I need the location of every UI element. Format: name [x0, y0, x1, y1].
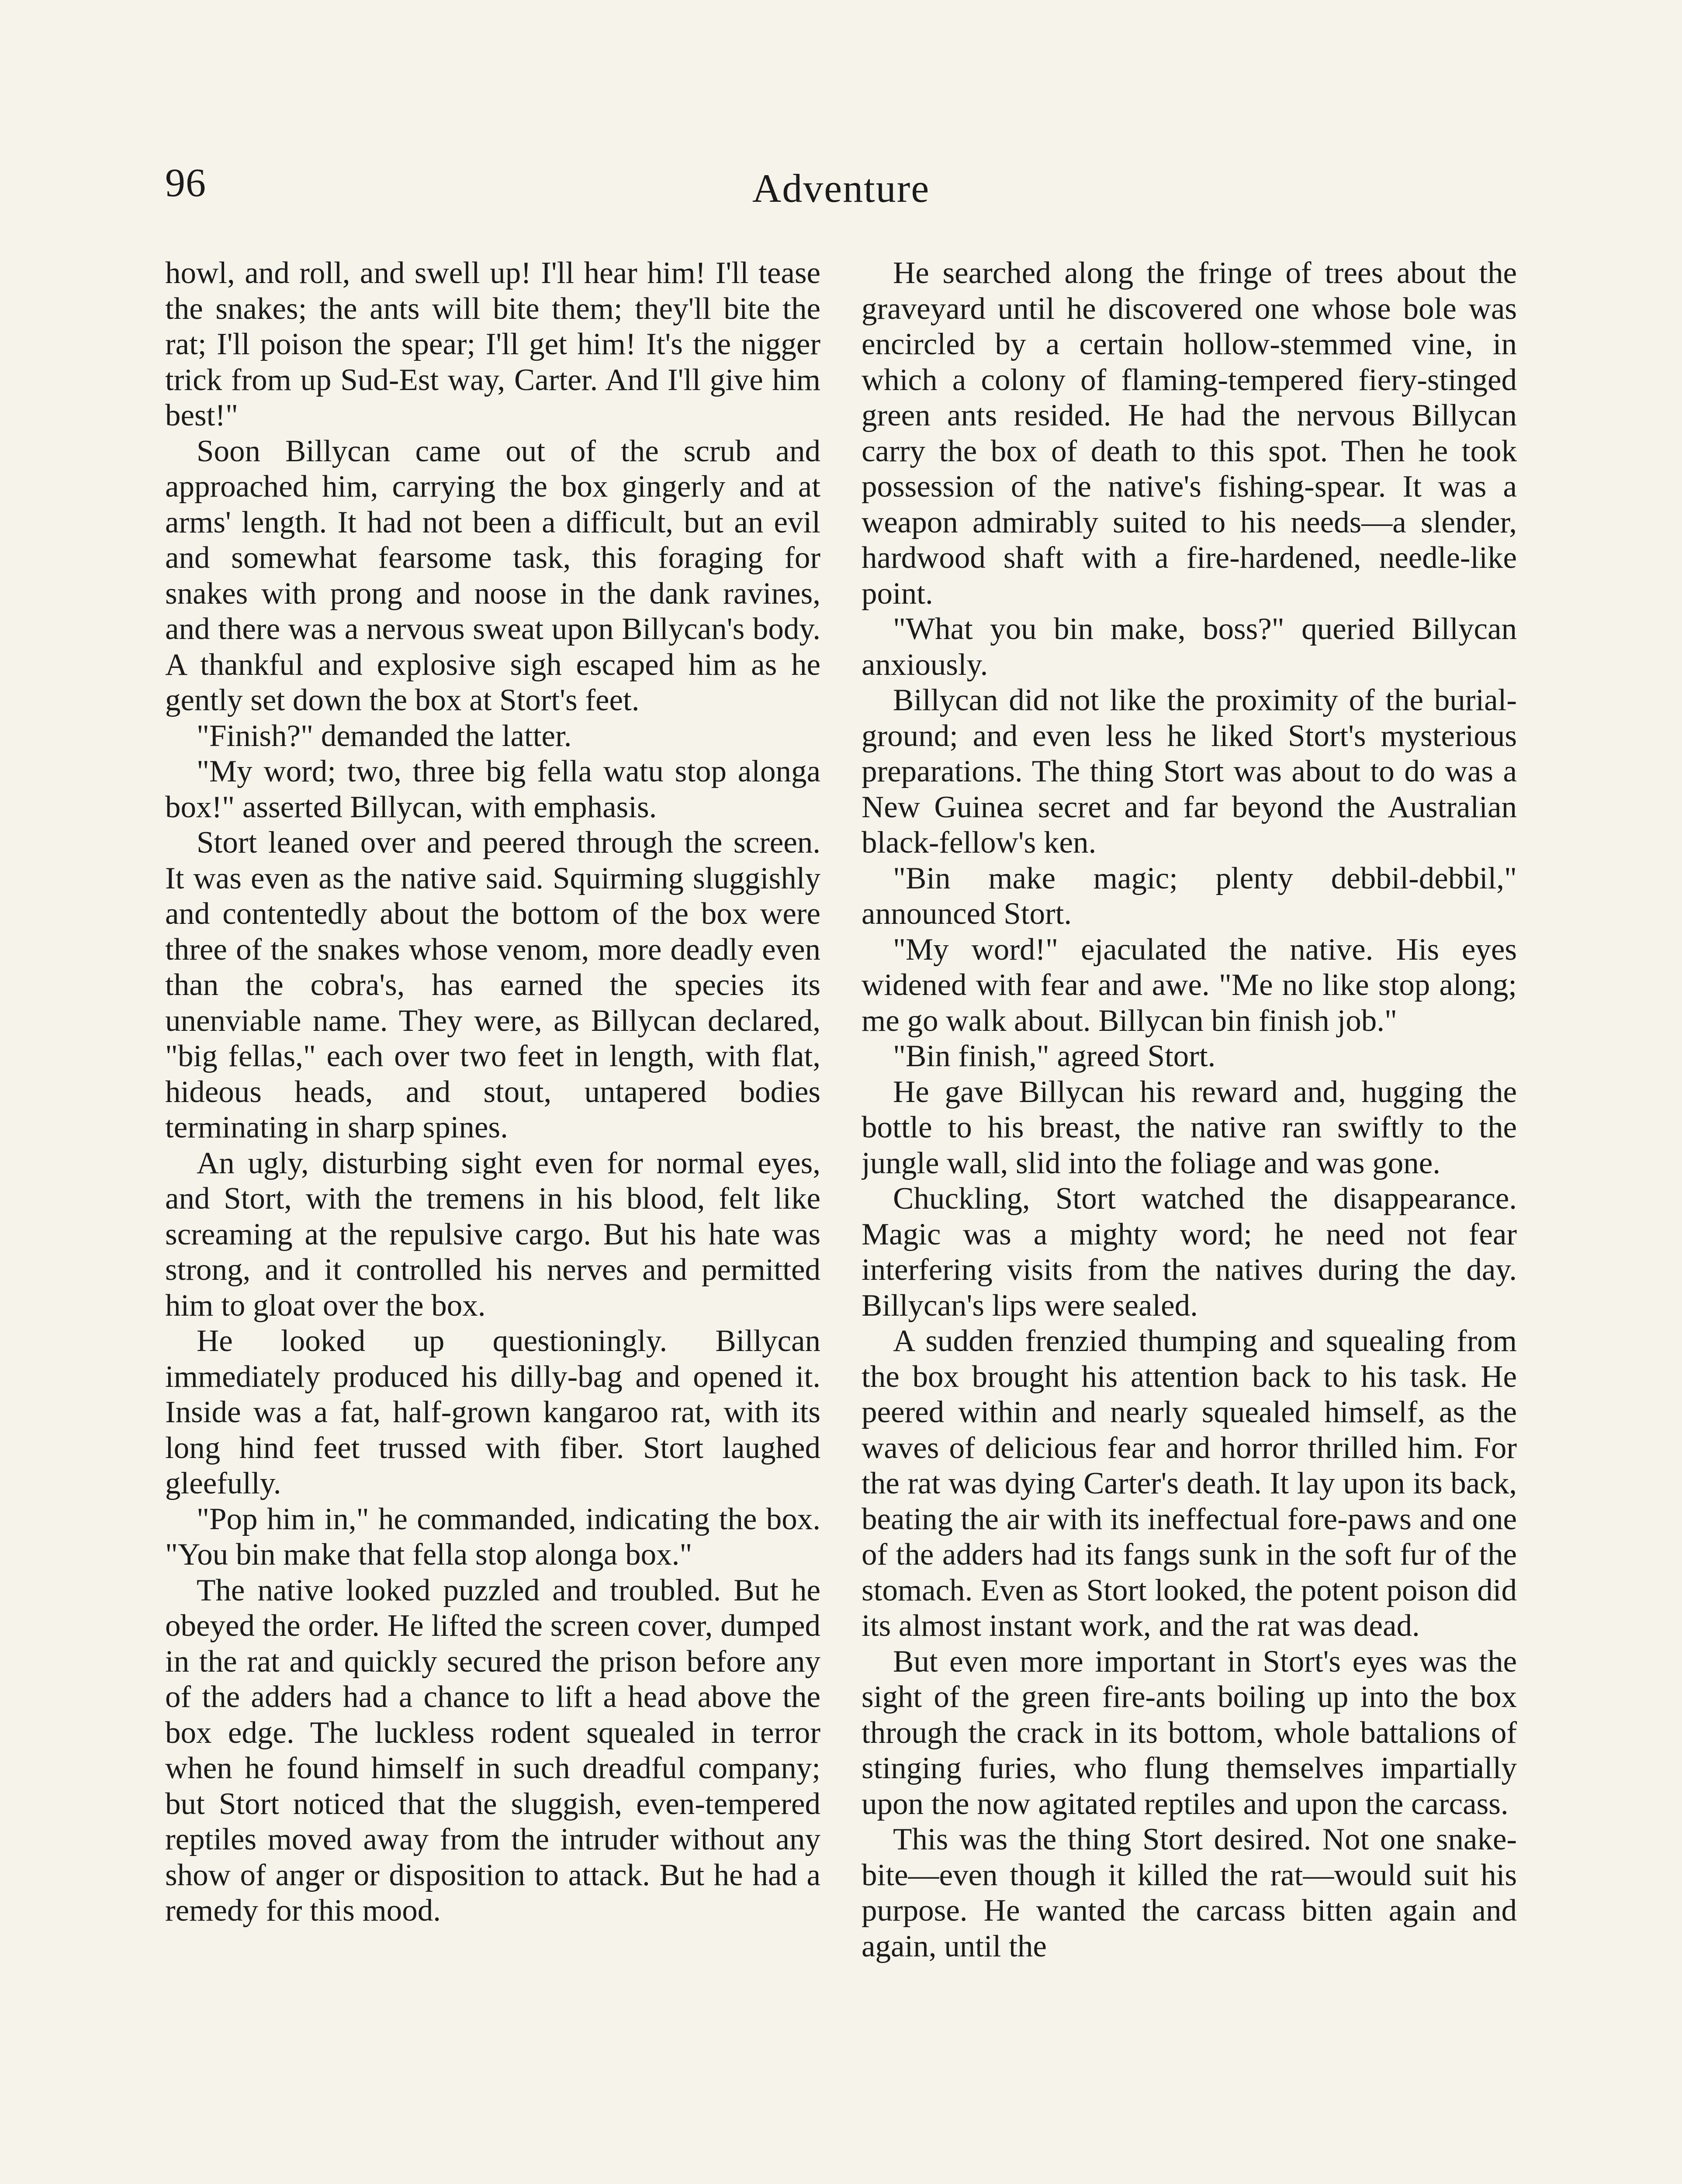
left-column	[165, 256, 820, 2184]
paragraph: "Bin make magic; plenty debbil-debbil," announced Stort.	[862, 861, 1517, 931]
paragraph: Stort leaned over and peered through the screen. It was even as the native said. Squirming sluggishly and contentedly about the bottom of the box were three of the snakes whose venom, more deadly even than the cobra's, has earned the species its unenviable name. They were, as Billycan declared, "big fellas," each over two feet in length, with flat, hideous heads, and stout, untapered bodies terminating in sharp spines.	[165, 826, 820, 1144]
paragraph: "Pop him in," he commanded, indicating the box. "You bin make that fella stop alonga box."	[165, 1502, 820, 1572]
paragraph: Billycan did not like the proximity of the burial-ground; and even less he liked Stort's mysterious preparations. The thing Stort was about to do was a New Guinea secret and far beyond the Australian black-fellow's ken.	[862, 683, 1517, 860]
right-column	[862, 256, 1517, 2184]
paragraph: But even more important in Stort's eyes was the sight of the green fire-ants boiling up into the box through the crack in its bottom, whole battalions of stinging furies, who flung themselves impartially upon the now agitated reptiles and upon the carcass.	[862, 1644, 1517, 1821]
paragraph: "Finish?" demanded the latter.	[197, 719, 572, 753]
paragraph: howl, and roll, and swell up! I'll hear him! I'll tease the snakes; the ants will bite them; they'll bite the rat; I'll poison the spear; I'll get him! It's the nigger trick from up Sud-Est way, Carter. And I'll give him best!"	[165, 256, 820, 432]
paragraph: This was the thing Stort desired. Not one snake-bite—even though it killed the rat—would suit his purpose. He wanted the carcass bitten again and again, until the	[862, 1822, 1517, 1963]
paragraph: "What you bin make, boss?" queried Billycan anxiously.	[862, 612, 1517, 682]
page-number: 96	[165, 160, 206, 205]
paragraph: A sudden frenzied thumping and squealing from the box brought his attention back to his task. He peered within and nearly squealed himself, as the waves of delicious fear and horror thrilled him. For the rat was dying Carter's death. It lay upon its back, beating the air with its ineffectual fore-paws and one of the adders had its fangs sunk in the soft fur of the stomach. Even as Stort looked, the potent poison did its almost instant work, and the rat was dead.	[862, 1324, 1517, 1643]
paragraph: He searched along the fringe of trees about the graveyard until he discovered one whose bole was encircled by a certain hollow-stemmed vine, in which a colony of flaming-tempered fiery-stinged green ants resided. He had the nervous Billycan carry the box of death to this spot. Then he took possession of the native's fishing-spear. It was a weapon admirably suited to his needs—a slender, hardwood shaft with a fire-hardened, needle-like point.	[862, 256, 1517, 611]
paragraph: "My word!" ejaculated the native. His eyes widened with fear and awe. "Me no like stop along; me go walk about. Billycan bin finish job."	[862, 932, 1517, 1038]
paragraph: Soon Billycan came out of the scrub and approached him, carrying the box gingerly and at arms' length. It had not been a difficult, but an evil and somewhat fearsome task, this foraging for snakes with prong and noose in the dank ravines, and there was a nervous sweat upon Billycan's body. A thankful and explosive sigh escaped him as he gently set down the box at Stort's feet.	[165, 434, 820, 717]
paragraph: "Bin finish," agreed Stort.	[893, 1039, 1216, 1073]
running-title: Adventure	[752, 166, 930, 211]
paragraph: He looked up questioningly. Billycan immediately produced his dilly-bag and opened it. Inside was a fat, half-grown kangaroo rat, with its long hind feet trussed with fiber. Stort laughed gleefully.	[165, 1324, 820, 1500]
paragraph: The native looked puzzled and troubled. But he obeyed the order. He lifted the screen cover, dumped in the rat and quickly secured the prison before any of the adders had a chance to lift a head above the box edge. The luckless rodent squealed in terror when he found himself in such dreadful company; but Stort noticed that the sluggish, even-tempered reptiles moved away from the intruder without any show of anger or disposition to attack. But he had a remedy for this mood.	[165, 1573, 820, 1928]
paragraph: Chuckling, Stort watched the disappearance. Magic was a mighty word; he need not fear interfering visits from the natives during the day. Billycan's lips were sealed.	[862, 1182, 1517, 1323]
paragraph: An ugly, disturbing sight even for normal eyes, and Stort, with the tremens in his blood, felt like screaming at the repulsive cargo. But his hate was strong, and it controlled his nerves and permitted him to gloat over the box.	[165, 1146, 820, 1323]
paragraph: He gave Billycan his reward and, hugging the bottle to his breast, the native ran swiftly to the jungle wall, slid into the foliage and was gone.	[862, 1075, 1517, 1180]
paragraph: "My word; two, three big fella watu stop alonga box!" asserted Billycan, with emphasis.	[165, 754, 820, 824]
